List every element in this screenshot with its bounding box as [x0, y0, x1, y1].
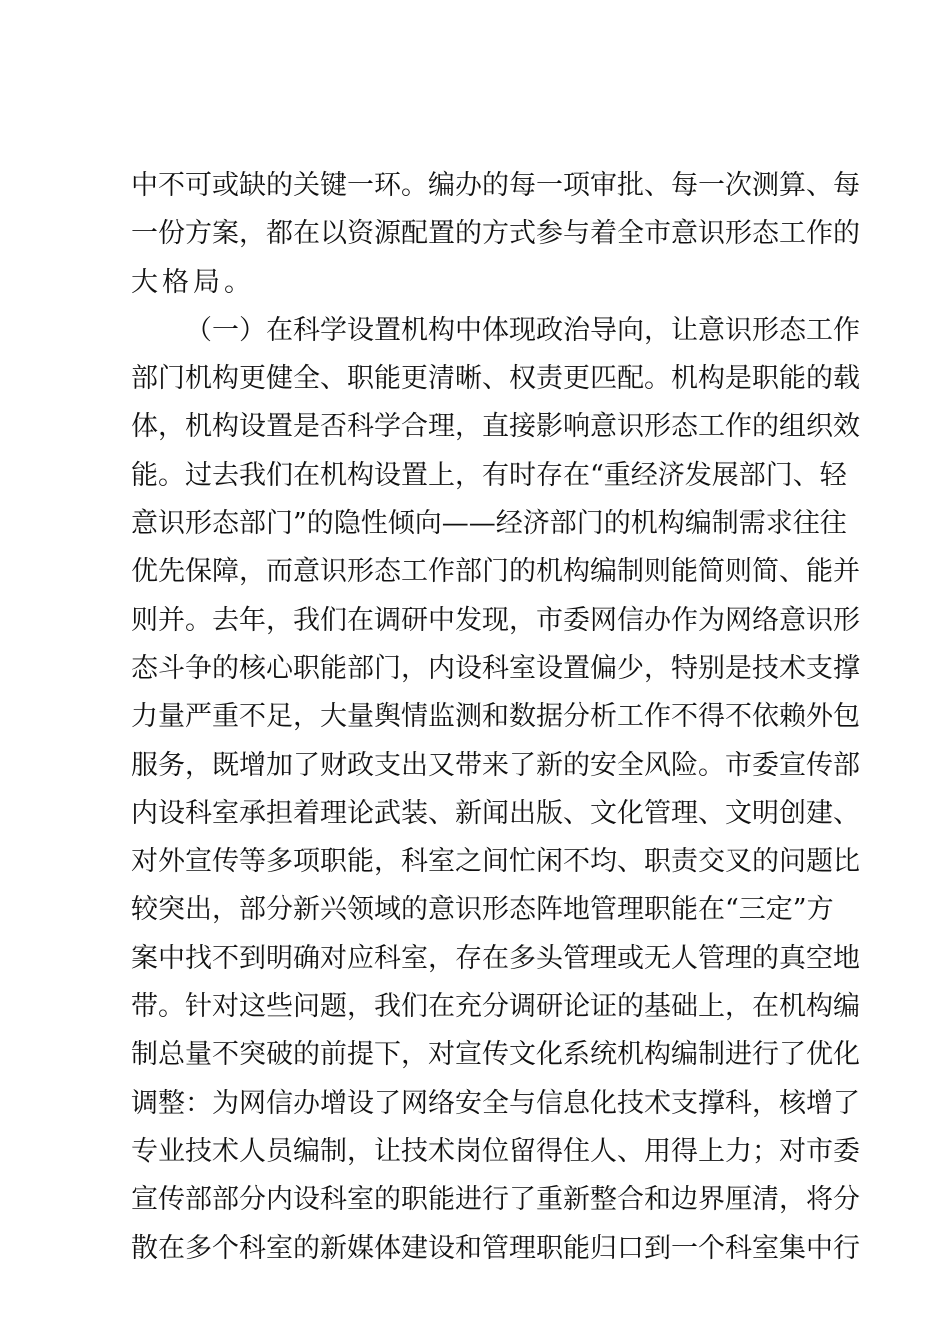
text-line: 专业技术人员编制，让技术岗位留得住人、用得上力；对市委 — [131, 1135, 860, 1167]
text-line: 能。过去我们在机构设置上，有时存在“重经济发展部门、轻 — [131, 459, 847, 491]
text-line: 较突出，部分新兴领域的意识形态阵地管理职能在“三定”方 — [131, 894, 834, 926]
text-line: 制总量不突破的前提下，对宣传文化系统机构编制进行了优化 — [131, 1039, 860, 1071]
text-line: 体，机构设置是否科学合理，直接影响意识形态工作的组织效 — [131, 411, 860, 443]
body-text — [131, 162, 860, 1273]
text-line: 则并。去年，我们在调研中发现，市委网信办作为网络意识形 — [131, 604, 860, 636]
text-line: 大格局。 — [131, 266, 255, 298]
text-line: 中不可或缺的关键一环。编办的每一项审批、每一次测算、每 — [131, 170, 860, 201]
text-line: 力量严重不足，大量舆情监测和数据分析工作不得不依赖外包 — [131, 701, 860, 733]
text-line: 一份方案，都在以资源配置的方式参与着全市意识形态工作的 — [131, 218, 860, 250]
text-line: 案中找不到明确对应科室，存在多头管理或无人管理的真空地 — [131, 942, 860, 974]
text-line: 意识形态部门”的隐性倾向——经济部门的机构编制需求往往 — [131, 508, 847, 540]
text-line: 服务，既增加了财政支出又带来了新的安全风险。市委宣传部 — [131, 749, 860, 781]
text-line: 宣传部部分内设科室的职能进行了重新整合和边界厘清，将分 — [131, 1184, 860, 1216]
text-line: 对外宣传等多项职能，科室之间忙闲不均、职责交叉的问题比 — [131, 846, 860, 878]
text-line: 散在多个科室的新媒体建设和管理职能归口到一个科室集中行 — [131, 1232, 860, 1264]
text-line: 带。针对这些问题，我们在充分调研论证的基础上，在机构编 — [131, 991, 860, 1023]
text-line: 部门机构更健全、职能更清晰、权责更匹配。机构是职能的载 — [131, 363, 860, 395]
text-line: 调整：为网信办增设了网络安全与信息化技术支撑科，核增了 — [131, 1087, 860, 1119]
text-line: 优先保障，而意识形态工作部门的机构编制则能简则简、能并 — [131, 556, 860, 588]
text-line: 内设科室承担着理论武装、新闻出版、文化管理、文明创建、 — [131, 797, 860, 829]
text-line: （一）在科学设置机构中体现政治导向，让意识形态工作 — [185, 314, 860, 346]
text-line: 态斗争的核心职能部门，内设科室设置偏少，特别是技术支撑 — [131, 652, 860, 684]
